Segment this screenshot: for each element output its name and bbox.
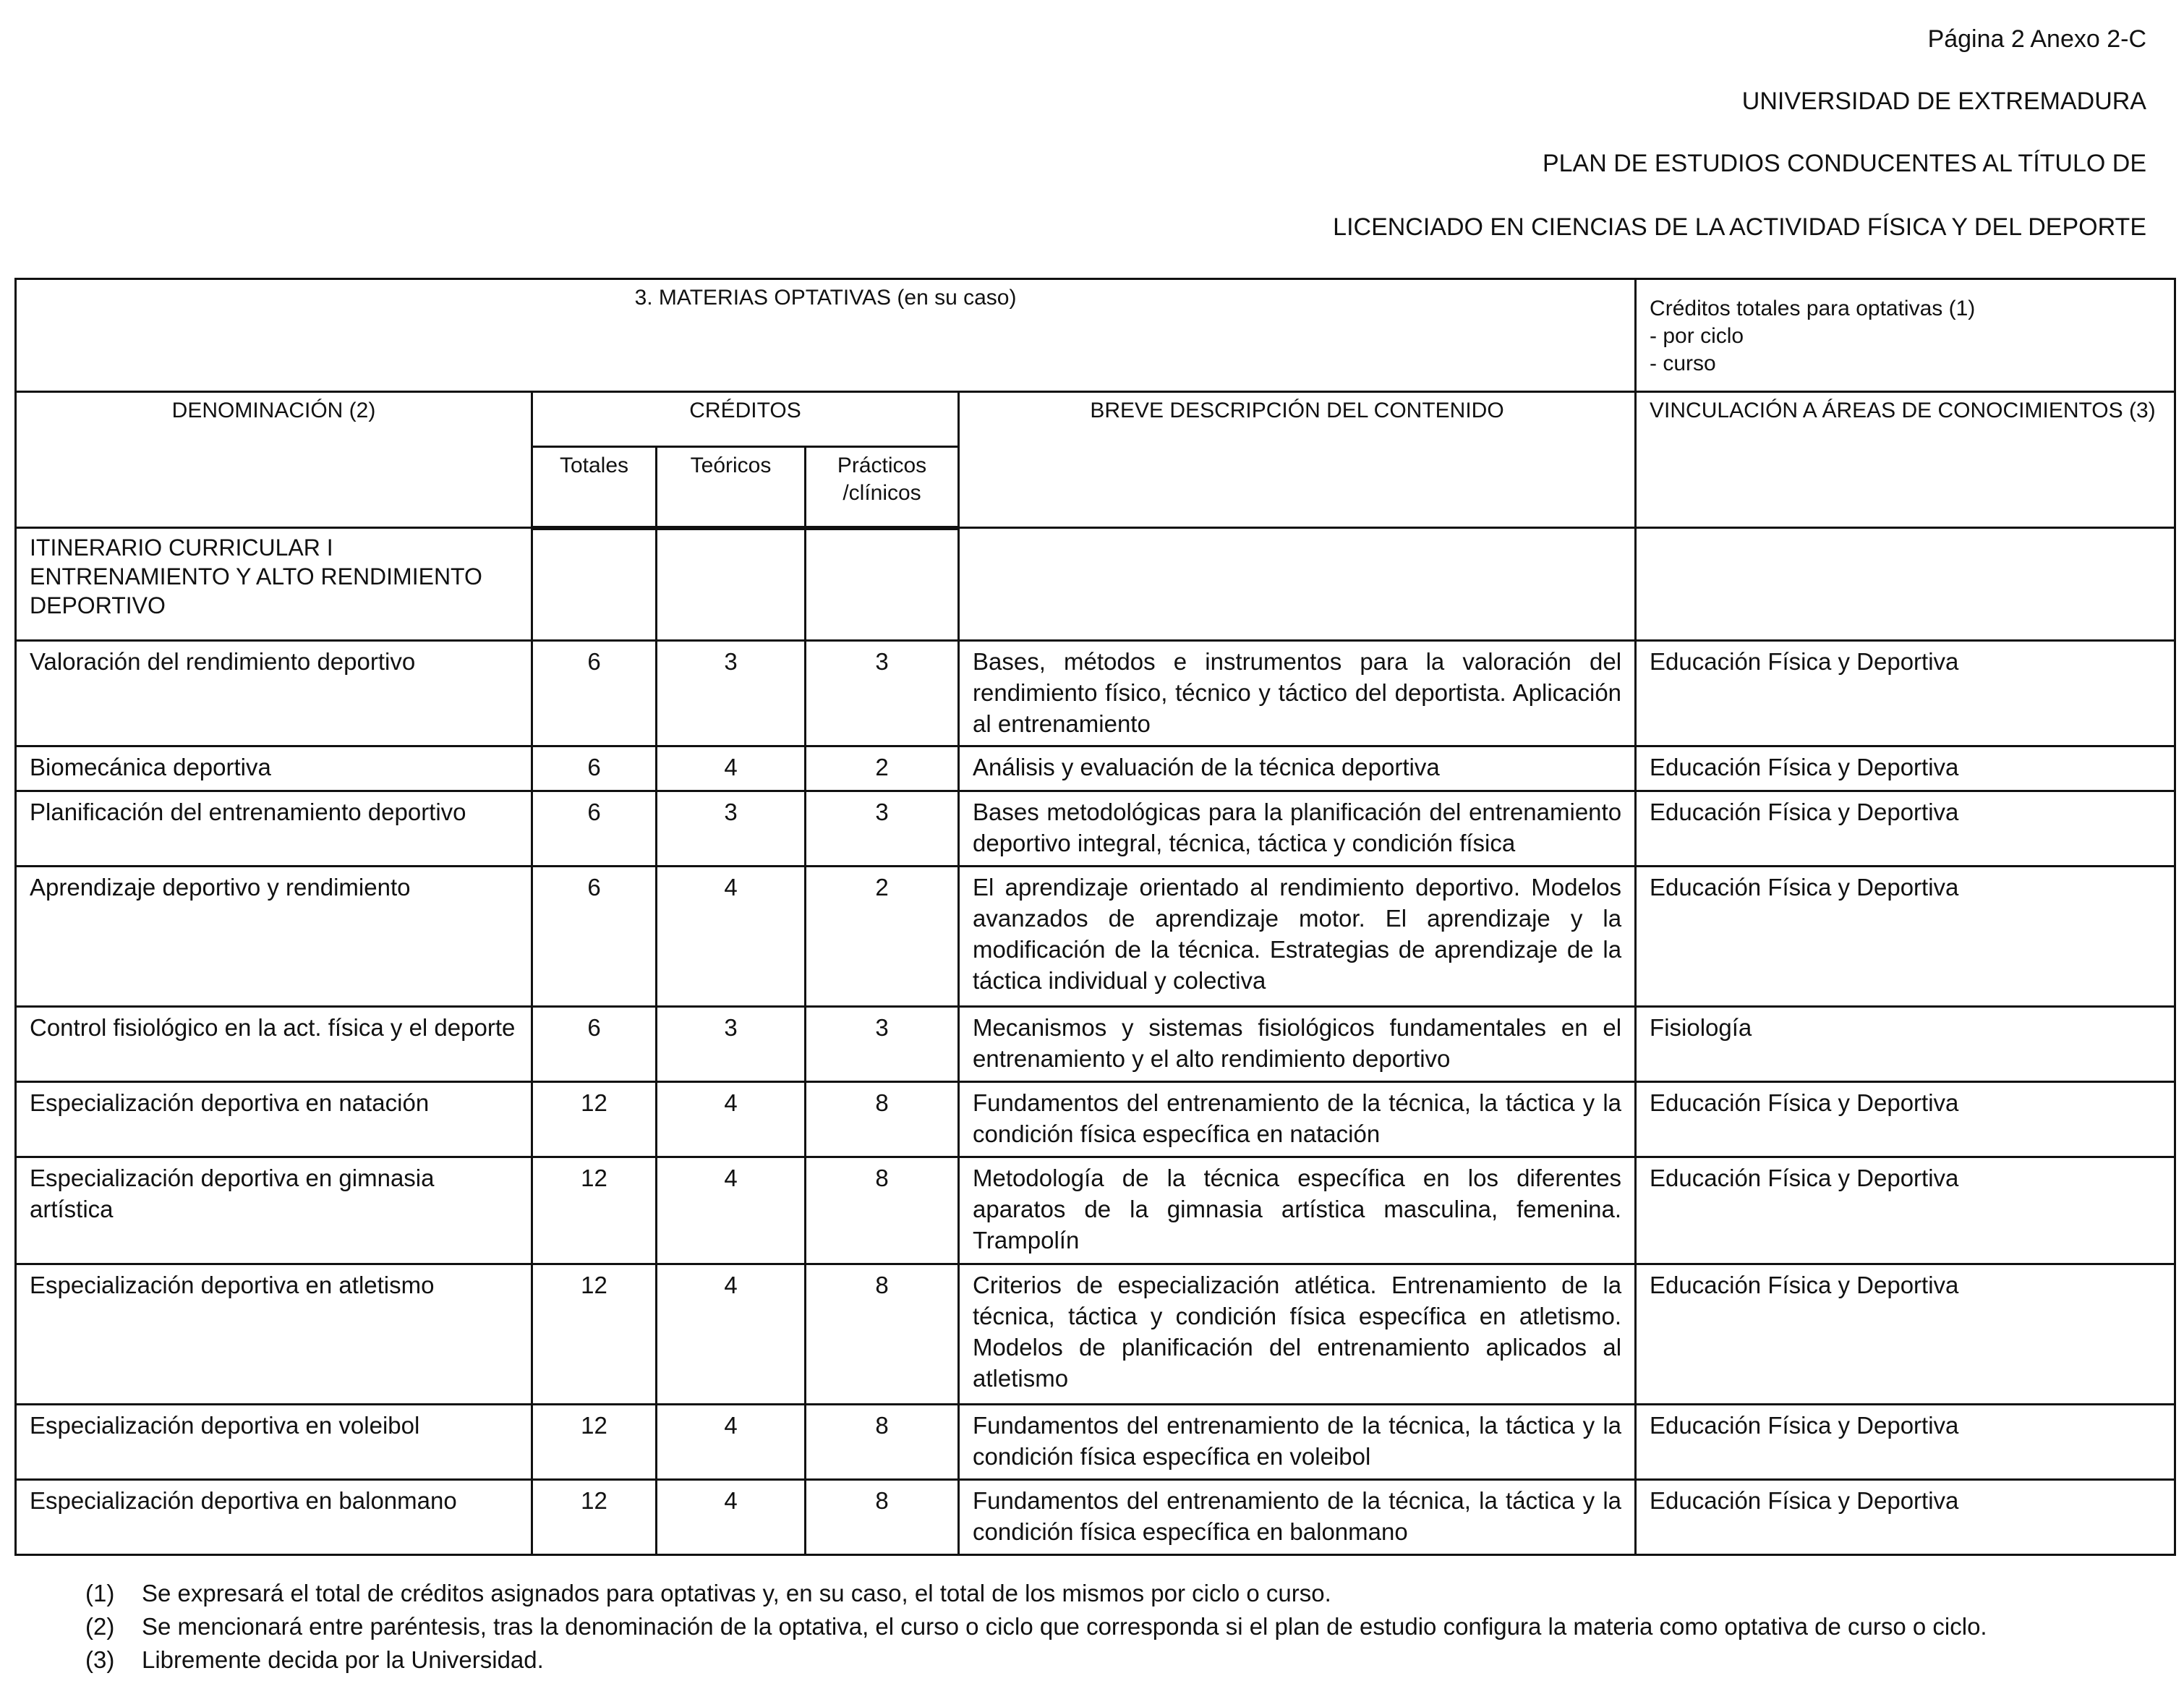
credits-totales: 12 bbox=[532, 1082, 657, 1157]
subject-row bbox=[16, 1007, 2175, 1082]
subject-name: Especialización deportiva en gimnasia artística bbox=[16, 1157, 532, 1264]
page-reference: Página 2 Anexo 2-C bbox=[1927, 25, 2146, 53]
footnote-text: Libremente decida por la Universidad. bbox=[142, 1646, 544, 1673]
subject-name: Especialización deportiva en atletismo bbox=[16, 1264, 532, 1405]
knowledge-area: Educación Física y Deportiva bbox=[1636, 867, 2175, 1007]
footnote bbox=[85, 1643, 1987, 1677]
subject-description: Metodología de la técnica específica en los diferentes aparatos de la gimnasia artística masculina, femenina. Trampolín bbox=[959, 1157, 1636, 1264]
subject-description: Criterios de especialización atlética. Entrenamiento de la técnica, táctica y condición física específica en atletismo. Modelos de planificación del entrenamiento aplicados al atletismo bbox=[959, 1264, 1636, 1405]
col-header-practicos: Prácticos /clínicos bbox=[806, 447, 959, 528]
credits-totales: 12 bbox=[532, 1405, 657, 1480]
subject-description: Fundamentos del entrenamiento de la técnica, la táctica y la condición física específica en natación bbox=[959, 1082, 1636, 1157]
university-name: UNIVERSIDAD DE EXTREMADURA bbox=[1741, 88, 2146, 115]
degree-title: LICENCIADO EN CIENCIAS DE LA ACTIVIDAD FÍSICA Y DEL DEPORTE bbox=[1333, 213, 2146, 241]
col-header-vinculacion: VINCULACIÓN A ÁREAS DE CONOCIMIENTOS (3) bbox=[1636, 392, 2175, 528]
itinerary-empty-cell bbox=[806, 528, 959, 641]
footnotes bbox=[85, 1577, 1987, 1677]
itinerary-empty-cell bbox=[959, 528, 1636, 641]
credits-teoricos: 4 bbox=[657, 867, 806, 1007]
subject-name: Aprendizaje deportivo y rendimiento bbox=[16, 867, 532, 1007]
col-header-totales: Totales bbox=[532, 447, 657, 528]
credits-practicos: 8 bbox=[806, 1405, 959, 1480]
subject-row bbox=[16, 1480, 2175, 1555]
knowledge-area: Educación Física y Deportiva bbox=[1636, 1264, 2175, 1405]
subject-description: Bases metodológicas para la planificación del entrenamiento deportivo integral, técnica, táctica y condición física bbox=[959, 791, 1636, 867]
knowledge-area: Educación Física y Deportiva bbox=[1636, 1480, 2175, 1555]
itinerary-empty-cell bbox=[1636, 528, 2175, 641]
knowledge-area: Educación Física y Deportiva bbox=[1636, 1157, 2175, 1264]
knowledge-area: Educación Física y Deportiva bbox=[1636, 1405, 2175, 1480]
subject-row bbox=[16, 1157, 2175, 1264]
subject-description: Mecanismos y sistemas fisiológicos fundamentales en el entrenamiento y el alto rendimiento deportivo bbox=[959, 1007, 1636, 1082]
subject-name: Biomecánica deportiva bbox=[16, 746, 532, 791]
credits-practicos: 2 bbox=[806, 746, 959, 791]
knowledge-area: Educación Física y Deportiva bbox=[1636, 746, 2175, 791]
knowledge-area: Fisiología bbox=[1636, 1007, 2175, 1082]
subject-name: Especialización deportiva en balonmano bbox=[16, 1480, 532, 1555]
credits-total-box bbox=[1636, 279, 2175, 392]
footnote-mark: (2) bbox=[85, 1613, 115, 1640]
col-header-teoricos: Teóricos bbox=[657, 447, 806, 528]
col-header-creditos: CRÉDITOS bbox=[532, 392, 959, 447]
credits-teoricos: 4 bbox=[657, 1264, 806, 1405]
subject-name: Control fisiológico en la act. física y el deporte bbox=[16, 1007, 532, 1082]
subject-name: Especialización deportiva en voleibol bbox=[16, 1405, 532, 1480]
credits-practicos: 8 bbox=[806, 1264, 959, 1405]
credits-teoricos: 4 bbox=[657, 1480, 806, 1555]
credits-teoricos: 3 bbox=[657, 791, 806, 867]
footnote-text: Se expresará el total de créditos asignados para optativas y, en su caso, el total de los mismos por ciclo o curso. bbox=[142, 1580, 1331, 1606]
credits-total-line-1: Créditos totales para optativas (1) bbox=[1650, 296, 1976, 320]
credits-totales: 6 bbox=[532, 746, 657, 791]
credits-totales: 12 bbox=[532, 1480, 657, 1555]
credits-totales: 12 bbox=[532, 1264, 657, 1405]
credits-teoricos: 4 bbox=[657, 1405, 806, 1480]
footnote-mark: (3) bbox=[85, 1646, 115, 1673]
subject-row bbox=[16, 1405, 2175, 1480]
credits-totales: 6 bbox=[532, 867, 657, 1007]
subject-row bbox=[16, 867, 2175, 1007]
credits-teoricos: 4 bbox=[657, 1157, 806, 1264]
credits-practicos: 3 bbox=[806, 791, 959, 867]
subject-description: El aprendizaje orientado al rendimiento deportivo. Modelos avanzados de aprendizaje motor. El aprendizaje y la modificación de la técnica. Estrategias de aprendizaje de la táctica individual y colectiva bbox=[959, 867, 1636, 1007]
credits-totales: 6 bbox=[532, 1007, 657, 1082]
credits-practicos: 8 bbox=[806, 1480, 959, 1555]
credits-total-line-3: - curso bbox=[1650, 351, 1716, 375]
itinerary-title: ITINERARIO CURRICULAR I ENTRENAMIENTO Y ALTO RENDIMIENTO DEPORTIVO bbox=[16, 528, 532, 641]
subject-description: Fundamentos del entrenamiento de la técnica, la táctica y la condición física específica en balonmano bbox=[959, 1480, 1636, 1555]
credits-teoricos: 3 bbox=[657, 1007, 806, 1082]
credits-teoricos: 4 bbox=[657, 746, 806, 791]
credits-practicos: 8 bbox=[806, 1082, 959, 1157]
subject-description: Fundamentos del entrenamiento de la técnica, la táctica y la condición física específica en voleibol bbox=[959, 1405, 1636, 1480]
credits-practicos: 2 bbox=[806, 867, 959, 1007]
knowledge-area: Educación Física y Deportiva bbox=[1636, 641, 2175, 746]
itinerary-empty-cell bbox=[532, 528, 657, 641]
knowledge-area: Educación Física y Deportiva bbox=[1636, 791, 2175, 867]
credits-practicos: 3 bbox=[806, 641, 959, 746]
subject-name: Valoración del rendimiento deportivo bbox=[16, 641, 532, 746]
credits-teoricos: 3 bbox=[657, 641, 806, 746]
footnote-mark: (1) bbox=[85, 1580, 115, 1606]
subject-description: Análisis y evaluación de la técnica deportiva bbox=[959, 746, 1636, 791]
subject-row bbox=[16, 1264, 2175, 1405]
credits-totales: 6 bbox=[532, 641, 657, 746]
credits-totales: 6 bbox=[532, 791, 657, 867]
section-title: 3. MATERIAS OPTATIVAS (en su caso) bbox=[16, 279, 1636, 392]
credits-practicos: 8 bbox=[806, 1157, 959, 1264]
col-header-descripcion: BREVE DESCRIPCIÓN DEL CONTENIDO bbox=[959, 392, 1636, 528]
optional-subjects-table bbox=[14, 278, 2176, 1556]
col-header-denominacion: DENOMINACIÓN (2) bbox=[16, 392, 532, 528]
footnote bbox=[85, 1610, 1987, 1643]
credits-totales: 12 bbox=[532, 1157, 657, 1264]
subject-name: Especialización deportiva en natación bbox=[16, 1082, 532, 1157]
itinerary-empty-cell bbox=[657, 528, 806, 641]
credits-practicos: 3 bbox=[806, 1007, 959, 1082]
plan-title: PLAN DE ESTUDIOS CONDUCENTES AL TÍTULO DE bbox=[1542, 150, 2146, 177]
footnote bbox=[85, 1577, 1987, 1610]
credits-total-line-2: - por ciclo bbox=[1650, 323, 1744, 348]
subject-row bbox=[16, 746, 2175, 791]
subject-name: Planificación del entrenamiento deportivo bbox=[16, 791, 532, 867]
credits-teoricos: 4 bbox=[657, 1082, 806, 1157]
knowledge-area: Educación Física y Deportiva bbox=[1636, 1082, 2175, 1157]
subject-description: Bases, métodos e instrumentos para la valoración del rendimiento físico, técnico y táctico del deportista. Aplicación al entrenamiento bbox=[959, 641, 1636, 746]
subject-row bbox=[16, 791, 2175, 867]
footnote-text: Se mencionará entre paréntesis, tras la denominación de la optativa, el curso o ciclo que corresponda si el plan de estudio configura la materia como optativa de curso o ciclo. bbox=[142, 1613, 1987, 1640]
subject-row bbox=[16, 641, 2175, 746]
subject-row bbox=[16, 1082, 2175, 1157]
